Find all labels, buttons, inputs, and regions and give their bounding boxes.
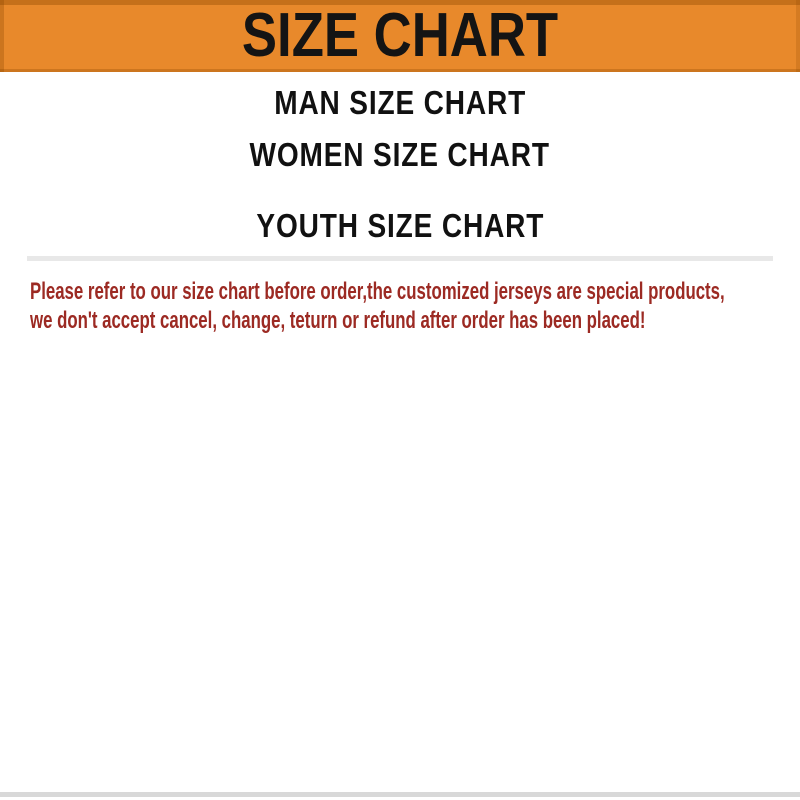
youth-section-heading [0,209,800,244]
women-section-heading [0,138,800,173]
size-chart-banner [0,0,800,72]
size-chart-page [0,0,800,336]
women-section-heading-text: WOMEN SIZE CHART [249,136,551,173]
youth-section-heading-text: YOUTH SIZE CHART [256,207,544,244]
disclaimer-line-1: Please refer to our size chart before order,the customized jerseys are special products, [30,278,725,305]
man-section-heading [0,86,800,121]
man-section-heading-text: MAN SIZE CHART [274,84,526,121]
banner-title: SIZE CHART [241,1,559,70]
disclaimer-line-2: we don't accept cancel, change, teturn or refund after order has been placed! [30,306,646,334]
bottom-edge-strip [0,792,800,797]
disclaimer [30,278,800,336]
youth-table-footer-strip [27,256,773,261]
